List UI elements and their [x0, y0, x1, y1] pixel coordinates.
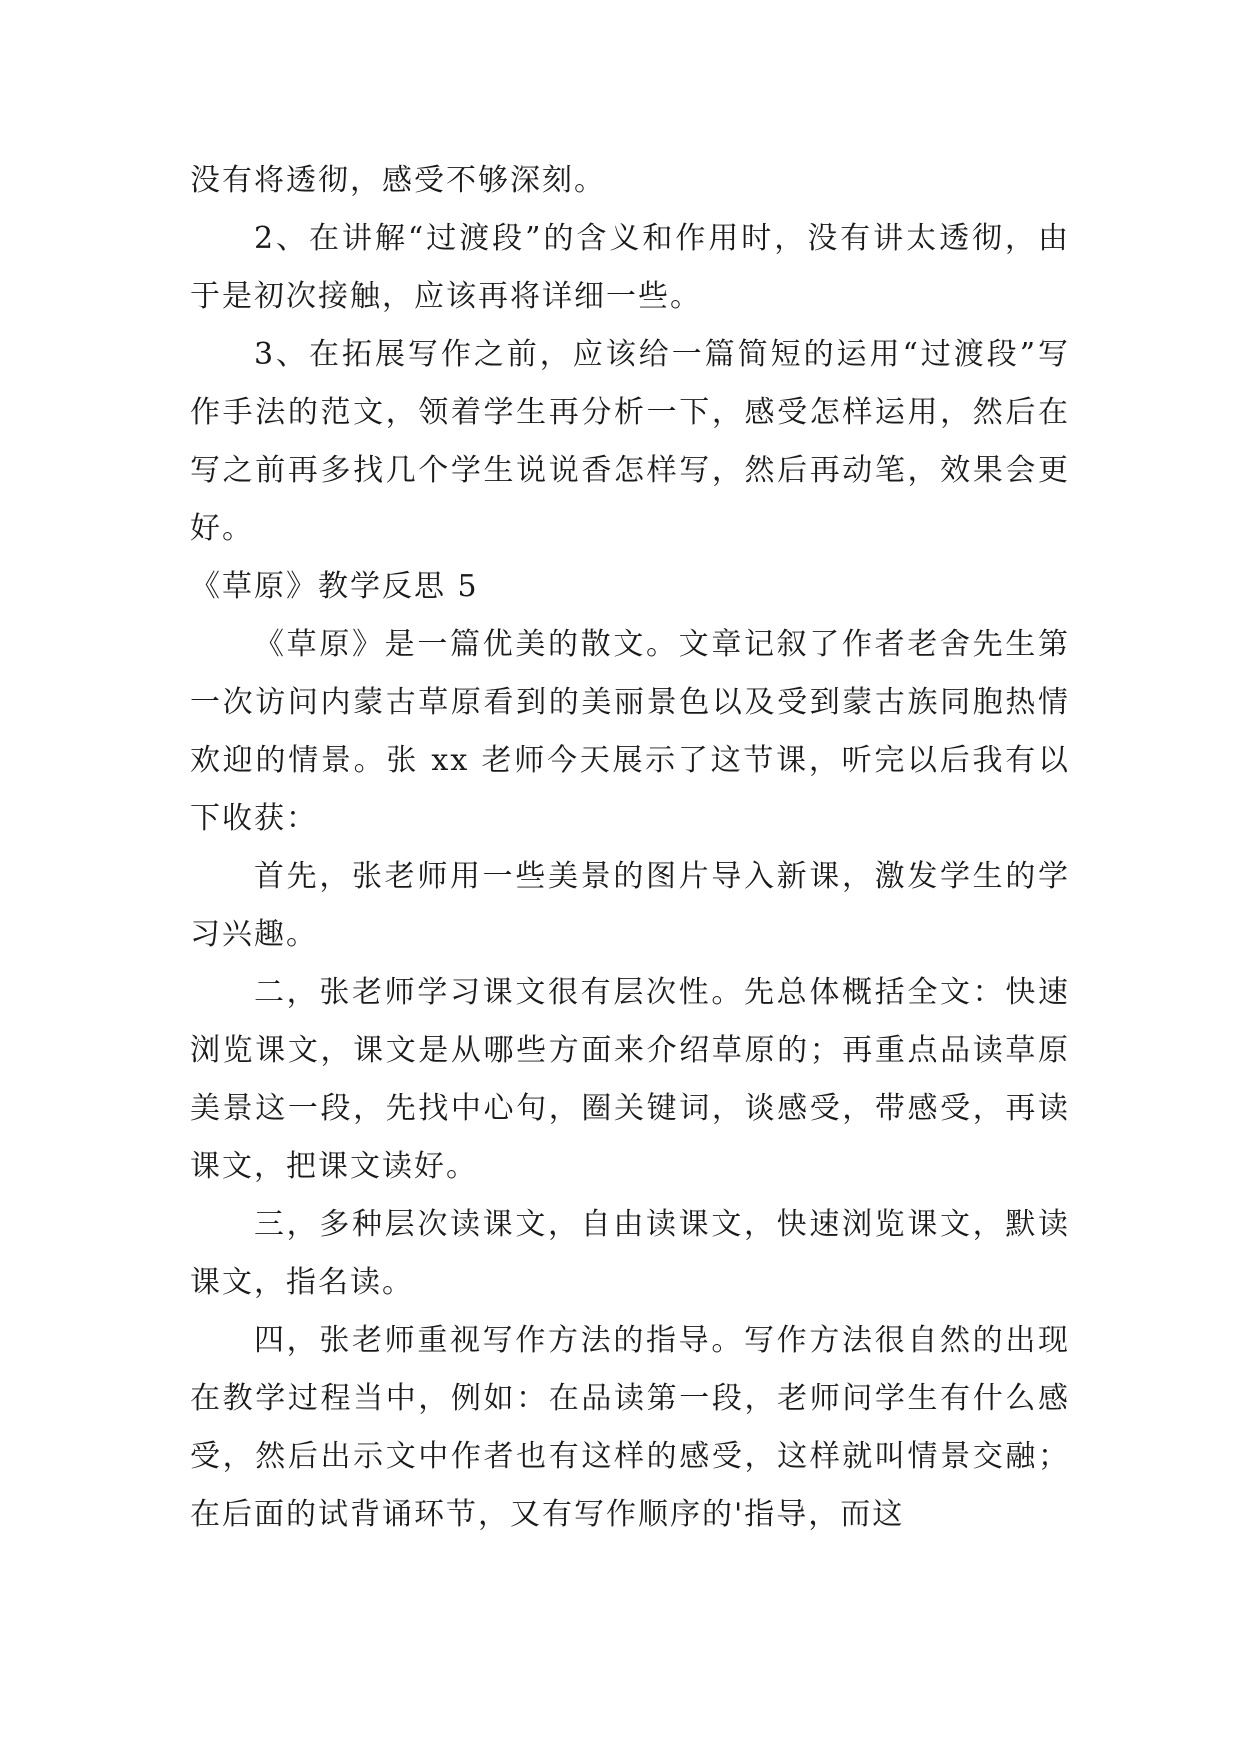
- document-page: [190, 152, 1070, 1544]
- paragraph-point-2: 2、在讲解“过渡段”的含义和作用时，没有讲太透彻，由于是初次接触，应该再将详细一些。: [190, 221, 1070, 314]
- section-heading: 《草原》教学反思 5: [190, 569, 479, 604]
- paragraph-third: 三，多种层次读课文，自由读课文，快速浏览课文，默读课文，指名读。: [190, 1207, 1070, 1300]
- paragraph-fourth: 四，张老师重视写作方法的指导。写作方法很自然的出现在教学过程当中，例如：在品读第一段，老师问学生有什么感受，然后出示文中作者也有这样的感受，这样就叫情景交融；在后面的试背诵环节，又有写作顺序的'指导，而这: [190, 1323, 1070, 1532]
- paragraph-first: 首先，张老师用一些美景的图片导入新课，激发学生的学习兴趣。: [190, 859, 1070, 952]
- paragraph-continuation: 没有将透彻，感受不够深刻。: [190, 163, 606, 198]
- paragraph-intro: 《草原》是一篇优美的散文。文章记叙了作者老舍先生第一次访问内蒙古草原看到的美丽景色以及受到蒙古族同胞热情欢迎的情景。张 xx 老师今天展示了这节课，听完以后我有以下收获：: [190, 627, 1070, 836]
- paragraph-point-3: 3、在拓展写作之前，应该给一篇简短的运用“过渡段”写作手法的范文，领着学生再分析一下，感受怎样运用，然后在写之前再多找几个学生说说香怎样写，然后再动笔，效果会更好。: [190, 337, 1070, 546]
- paragraph-second: 二，张老师学习课文很有层次性。先总体概括全文：快速浏览课文，课文是从哪些方面来介绍草原的；再重点品读草原美景这一段，先找中心句，圈关键词，谈感受，带感受，再读课文，把课文读好。: [190, 975, 1070, 1184]
